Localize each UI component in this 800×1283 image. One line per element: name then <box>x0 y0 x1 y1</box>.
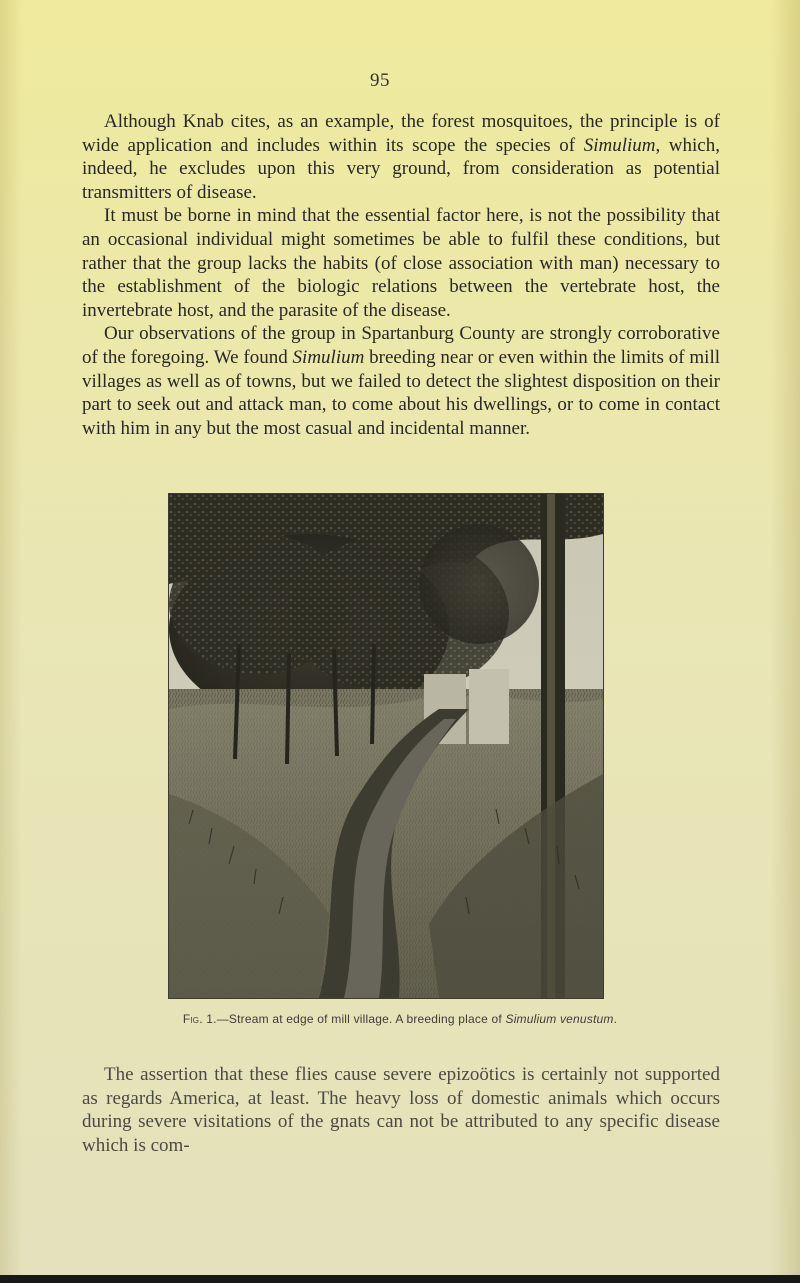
species-name: Simulium <box>583 134 656 156</box>
paragraph-text: Our observations of the group in Spartanburg County are strongly corroborative of the foregoing. We found <box>82 323 720 368</box>
page-number: 95 <box>370 70 390 91</box>
species-name: Simulium <box>292 346 365 368</box>
paragraph-text: breeding near or even within the limits of mill villages as well as of towns, but we failed to detect the slightest disposition on their part to seek out and attack man, to come about his dwellings, or to come in contact with him in any but the most casual and incidental manner. <box>82 346 720 439</box>
paragraph-text: Although Knab cites, as an example, the forest mosquitoes, the principle is of wide application and includes within its scope the species of <box>82 111 720 156</box>
paragraph-essential-factor: It must be borne in mind that the essential factor here, is not the possibility that an occasional individual might sometimes be able to fulfil these conditions, but rather that the group lacks the habits (of close association with man) necessary to the establishment of the biologic relations between the vertebrate host, the invertebrate host, and the parasite of the disease. <box>82 205 720 321</box>
body-text-top <box>82 110 720 440</box>
paragraph-text: , which, indeed, he excludes upon this very ground, from consideration as potential transmitters of disease. <box>82 134 720 203</box>
body-text-bottom <box>82 1063 720 1157</box>
caption-end: . <box>613 1012 618 1026</box>
figure-caption <box>0 1012 800 1026</box>
stream-photo <box>168 493 604 999</box>
stream-photo-illustration <box>169 494 603 998</box>
caption-text: —Stream at edge of mill village. A breeding place of <box>216 1012 506 1026</box>
figure-label: Fig. 1. <box>182 1012 217 1026</box>
paragraph-knab <box>82 110 720 204</box>
page-edge <box>0 1275 800 1283</box>
paragraph-observations <box>82 322 720 440</box>
figure-photograph <box>168 493 604 999</box>
paragraph-assertion: The assertion that these flies cause severe epizoötics is certainly not supported as regards America, at least. The heavy loss of domestic animals which occurs during severe visitations of the gnats can not be attributed to any specific disease which is com- <box>82 1064 720 1156</box>
caption-species: Simulium venustum <box>505 1012 614 1026</box>
